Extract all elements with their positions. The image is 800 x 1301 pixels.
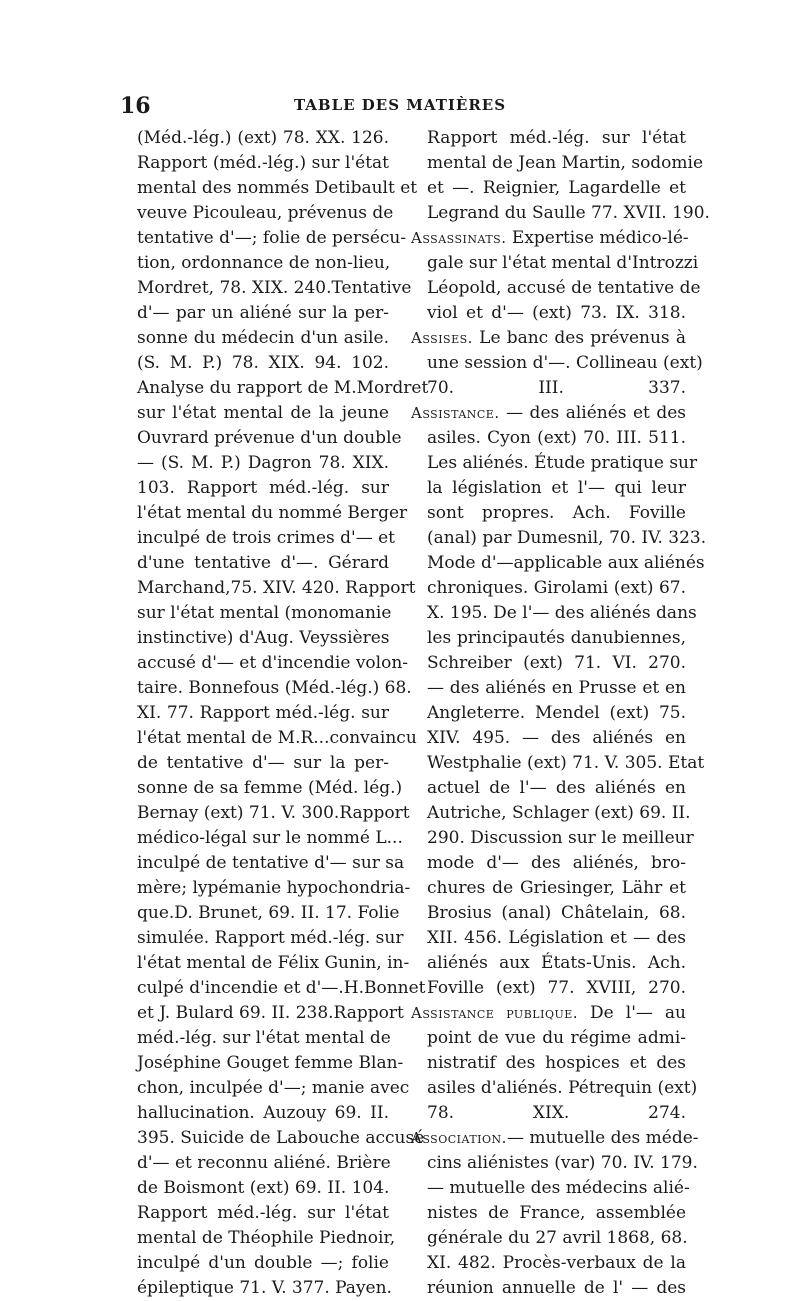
index-text: — mutuelle des méde-	[506, 1128, 699, 1148]
index-text: Léopold, accusé de tentative de	[427, 278, 701, 298]
index-text: nistratif des hospices et des	[427, 1053, 686, 1073]
index-line	[411, 301, 686, 326]
index-text: asiles d'aliénés. Pétrequin (ext)	[427, 1078, 698, 1098]
index-line: inculpé de trois crimes d'— et	[137, 528, 395, 548]
page-header	[0, 93, 800, 123]
index-line	[411, 801, 691, 826]
index-text: générale du 27 avril 1868, 68.	[427, 1228, 688, 1248]
index-line: XI. 77. Rapport méd.-lég. sur	[137, 703, 389, 723]
index-text: asiles. Cyon (ext) 70. III. 511.	[427, 428, 686, 448]
index-term: Association.	[411, 1129, 507, 1147]
index-text: XII. 456. Législation et — des	[427, 928, 686, 948]
index-line: instinctive) d'Aug. Veyssières	[137, 628, 390, 648]
index-text: Westphalie (ext) 71. V. 305. Etat	[427, 753, 705, 773]
index-text: Les aliénés. Étude pratique sur	[427, 453, 698, 473]
index-text: point de vue du régime admi-	[427, 1028, 686, 1048]
index-line: de Boismont (ext) 69. II. 104.	[137, 1178, 390, 1198]
index-line	[411, 751, 705, 776]
index-line	[411, 901, 686, 926]
index-line: d'— et reconnu aliéné. Brière	[137, 1153, 391, 1173]
index-line: chon, inculpée d'—; manie avec	[137, 1078, 410, 1098]
index-line: inculpé d'un double —; folie	[137, 1253, 389, 1273]
index-line	[411, 551, 705, 576]
index-line: Bernay (ext) 71. V. 300.Rapport	[137, 803, 410, 823]
index-text: actuel de l'— des aliénés en	[427, 778, 686, 798]
index-text: viol et d'— (ext) 73. IX. 318.	[427, 303, 686, 323]
index-text: mental de Jean Martin, sodomie	[427, 153, 704, 173]
index-term: Assassinats.	[411, 229, 507, 247]
index-line: accusé d'— et d'incendie volon-	[137, 653, 409, 673]
index-text: les principautés danubiennes,	[427, 628, 686, 648]
index-line	[411, 426, 686, 451]
index-text: 78. XIX. 274.	[427, 1103, 686, 1123]
index-text: Autriche, Schlager (ext) 69. II.	[427, 803, 691, 823]
index-line: Joséphine Gouget femme Blan-	[137, 1053, 404, 1073]
index-entry-head	[411, 326, 686, 351]
index-entry-head	[411, 1001, 686, 1026]
index-line	[411, 526, 707, 551]
index-text: — mutuelle des médecins alié-	[427, 1178, 690, 1198]
index-line	[411, 201, 710, 226]
index-line: de tentative d'— sur la per-	[137, 753, 389, 773]
index-line: Mordret, 78. XIX. 240.Tentative	[137, 278, 412, 298]
index-line	[411, 626, 686, 651]
index-line	[411, 826, 694, 851]
index-text: Brosius (anal) Châtelain, 68.	[427, 903, 686, 923]
index-text: XI. 482. Procès-verbaux de la	[427, 1253, 686, 1273]
index-line: mental des nommés Detibault et	[137, 178, 418, 198]
index-entry-head	[411, 226, 689, 251]
index-line	[411, 1251, 686, 1276]
index-line: tion, ordonnance de non-lieu,	[137, 253, 391, 273]
index-text: gale sur l'état mental d'Introzzi	[427, 253, 699, 273]
index-line	[411, 701, 686, 726]
index-text: mode d'— des aliénés, bro-	[427, 853, 686, 873]
index-term: Assises.	[411, 329, 473, 347]
index-line: 103. Rapport méd.-lég. sur	[137, 478, 389, 498]
index-line: l'état mental de M.R...convaincu	[137, 728, 417, 748]
index-line	[411, 451, 698, 476]
index-text: — des aliénés et des	[499, 403, 686, 423]
index-line: 395. Suicide de Labouche accusé	[137, 1128, 425, 1148]
index-line	[411, 351, 703, 376]
index-line	[411, 251, 699, 276]
index-line	[411, 926, 686, 951]
index-text: Le banc des prévenus à	[472, 328, 686, 348]
index-line: taire. Bonnefous (Méd.-lég.) 68.	[137, 678, 412, 698]
index-line: Ouvrard prévenue d'un double	[137, 428, 402, 448]
index-line	[411, 1026, 686, 1051]
index-line: — (S. M. P.) Dagron 78. XIX.	[137, 453, 389, 473]
index-line: épileptique 71. V. 377. Payen.	[137, 1278, 392, 1298]
index-line: d'une tentative d'—. Gérard	[137, 553, 389, 573]
index-line	[411, 476, 686, 501]
index-term: Assistance publique.	[411, 1004, 579, 1022]
index-line: sur l'état mental de la jeune	[137, 403, 389, 423]
index-line: sonne du médecin d'un asile.	[137, 328, 389, 348]
index-line	[411, 651, 686, 676]
index-text: chures de Griesinger, Lähr et	[427, 878, 686, 898]
index-text: aliénés aux États-Unis. Ach.	[427, 953, 686, 973]
index-line	[411, 376, 686, 401]
index-line	[411, 576, 686, 601]
index-text: Rapport méd.-lég. sur l'état	[427, 128, 686, 148]
index-text: Angleterre. Mendel (ext) 75.	[427, 703, 686, 723]
index-text: De l'— au	[578, 1003, 686, 1023]
index-line: (Méd.-lég.) (ext) 78. XX. 126.	[137, 128, 389, 148]
index-line: Rapport (méd.-lég.) sur l'état	[137, 153, 389, 173]
index-entry-head	[411, 401, 686, 426]
index-line	[411, 1226, 686, 1251]
index-line	[411, 726, 686, 751]
index-line	[411, 276, 701, 301]
index-line	[411, 851, 686, 876]
index-line: que.D. Brunet, 69. II. 17. Folie	[137, 903, 400, 923]
index-line: mental de Théophile Piednoir,	[137, 1228, 396, 1248]
index-line: Analyse du rapport de M.Mordret	[137, 378, 429, 398]
index-line	[411, 151, 704, 176]
index-line: tentative d'—; folie de persécu-	[137, 228, 407, 248]
index-text: Schreiber (ext) 71. VI. 270.	[427, 653, 686, 673]
index-line	[411, 1101, 686, 1126]
index-line: Rapport méd.-lég. sur l'état	[137, 1203, 389, 1223]
index-text: (anal) par Dumesnil, 70. IV. 323.	[427, 528, 707, 548]
index-text: la législation et l'— qui leur	[427, 478, 686, 498]
index-line: et J. Bulard 69. II. 238.Rapport	[137, 1003, 404, 1023]
index-text: une session d'—. Collineau (ext)	[427, 353, 703, 373]
index-text: 290. Discussion sur le meilleur	[427, 828, 694, 848]
index-line	[411, 976, 686, 1001]
index-line: d'— par un aliéné sur la per-	[137, 303, 389, 323]
page-number: 16	[120, 93, 151, 119]
index-line	[411, 951, 686, 976]
index-line: simulée. Rapport méd.-lég. sur	[137, 928, 404, 948]
index-line: (S. M. P.) 78. XIX. 94. 102.	[137, 353, 389, 373]
index-term: Assistance.	[411, 404, 500, 422]
index-text: Legrand du Saulle 77. XVII. 190.	[427, 203, 710, 223]
index-text: Mode d'—applicable aux aliénés	[427, 553, 705, 573]
index-line: sonne de sa femme (Méd. lég.)	[137, 778, 403, 798]
index-line	[411, 1151, 698, 1176]
index-line: Marchand,75. XIV. 420. Rapport	[137, 578, 416, 598]
index-text: Expertise médico-lé-	[506, 228, 689, 248]
right-column	[411, 126, 710, 1301]
index-entry-head	[411, 1126, 699, 1151]
index-text: X. 195. De l'— des aliénés dans	[427, 603, 697, 623]
index-line	[411, 876, 686, 901]
index-line	[411, 126, 686, 151]
index-line: l'état mental du nommé Berger	[137, 503, 408, 523]
index-line	[411, 1076, 698, 1101]
index-line	[411, 776, 686, 801]
index-line	[411, 1051, 686, 1076]
index-line	[411, 1201, 686, 1226]
index-text: cins aliénistes (var) 70. IV. 179.	[427, 1153, 698, 1173]
index-text: 70. III. 337.	[427, 378, 686, 398]
index-line: hallucination. Auzouy 69. II.	[137, 1103, 389, 1123]
index-text: et —. Reignier, Lagardelle et	[427, 178, 686, 198]
index-text: nistes de France, assemblée	[427, 1203, 686, 1223]
index-text: chroniques. Girolami (ext) 67.	[427, 578, 686, 598]
index-line: inculpé de tentative d'— sur sa	[137, 853, 405, 873]
index-line: médico-légal sur le nommé L...	[137, 828, 403, 848]
index-line: culpé d'incendie et d'—.H.Bonnet	[137, 978, 426, 998]
index-text: sont propres. Ach. Foville	[427, 503, 686, 523]
index-line: méd.-lég. sur l'état mental de	[137, 1028, 391, 1048]
index-line	[411, 176, 686, 201]
running-title: TABLE DES MATIÈRES	[293, 96, 507, 114]
index-text: XIV. 495. — des aliénés en	[427, 728, 686, 748]
index-text: Foville (ext) 77. XVIII, 270.	[427, 978, 686, 998]
index-line: l'état mental de Félix Gunin, in-	[137, 953, 410, 973]
index-line: mère; lypémanie hypochondria-	[137, 878, 411, 898]
index-text: — des aliénés en Prusse et en	[427, 678, 686, 698]
index-line	[411, 501, 686, 526]
left-column	[137, 126, 429, 1301]
index-line	[411, 1176, 690, 1201]
index-line: veuve Picouleau, prévenus de	[137, 203, 394, 223]
index-line	[411, 601, 697, 626]
index-line	[411, 676, 686, 701]
index-line	[411, 1276, 686, 1301]
index-text: réunion annuelle de l' — des	[427, 1278, 686, 1298]
index-line: sur l'état mental (monomanie	[137, 603, 392, 623]
